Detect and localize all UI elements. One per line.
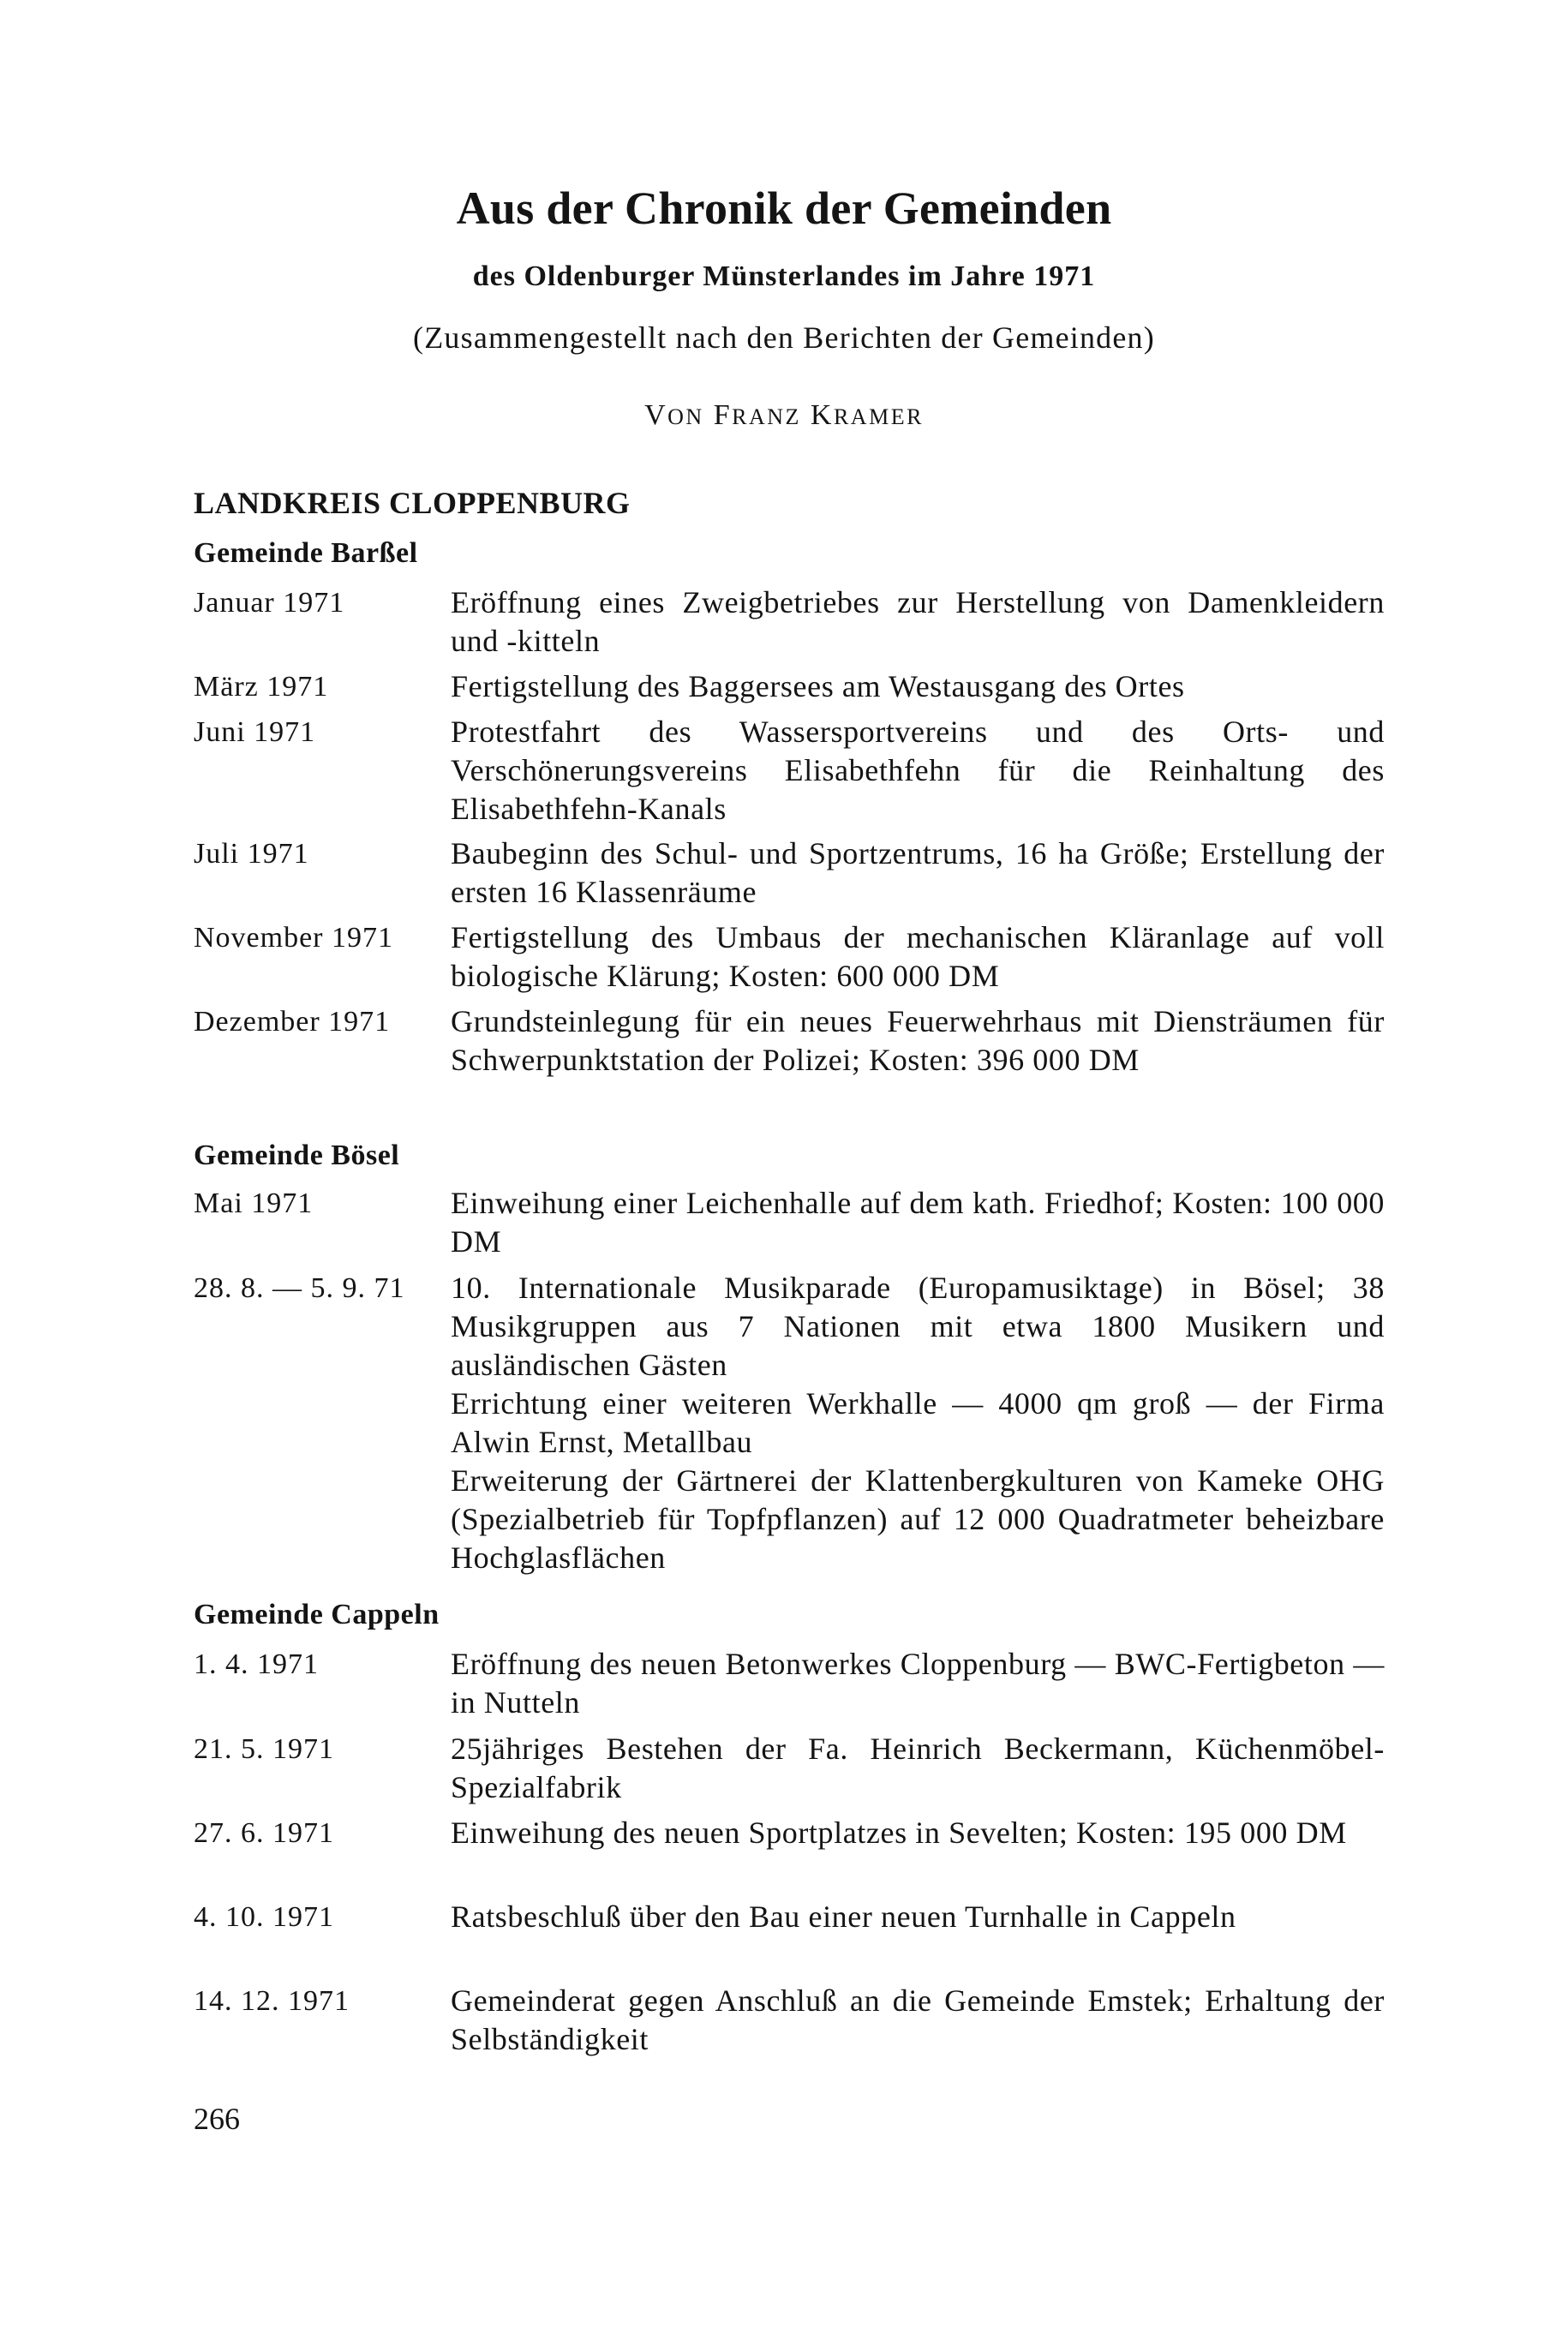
municipality-heading-barssel: Gemeinde Barßel: [194, 537, 418, 569]
entry-date: 1. 4. 1971: [194, 1648, 319, 1680]
entry-text: Grundsteinlegung für ein neues Feuerwehrhaus mit Diensträumen für Schwerpunktstation der Polizei; Kosten: 396 000 DM: [451, 1004, 1385, 1077]
entry-date: Dezember 1971: [194, 1006, 391, 1038]
entry-date: November 1971: [194, 922, 394, 954]
author-line: VON FRANZ KRAMER: [644, 399, 924, 431]
entry-text: Erweiterung der Gärtnerei der Klattenbergkulturen von Kameke OHG (Spezialbetrieb für Topfpflanzen) auf 12 000 Quadratmeter beheizbare Hochglasflächen: [451, 1463, 1385, 1575]
page-number: 266: [194, 2102, 240, 2136]
document-subtitle: des Oldenburger Münsterlandes im Jahre 1971: [472, 260, 1096, 292]
entry-text: Protestfahrt des Wassersportvereins und des Orts- und Verschönerungsvereins Elisabethfehn für die Reinhaltung des Elisabethfehn-Kanals: [451, 715, 1385, 826]
entry-date: 28. 8. — 5. 9. 71: [194, 1272, 405, 1304]
entry-text: Ratsbeschluß über den Bau einer neuen Turnhalle in Cappeln: [451, 1899, 1236, 1934]
municipality-heading-boesel: Gemeinde Bösel: [194, 1140, 400, 1171]
entry-date: 21. 5. 1971: [194, 1733, 334, 1765]
compilation-note: (Zusammengestellt nach den Berichten der Gemeinden): [413, 320, 1155, 355]
entry-date: Juni 1971: [194, 716, 316, 748]
entry-date: 27. 6. 1971: [194, 1817, 334, 1849]
entry-text: Eröffnung eines Zweigbetriebes zur Herstellung von Damenkleidern und -kitteln: [451, 585, 1385, 658]
entry-text: Baubeginn des Schul- und Sportzentrums, 16 ha Größe; Erstellung der ersten 16 Klassenräume: [451, 836, 1385, 909]
entry-date: Januar 1971: [194, 587, 345, 619]
entry-text: 25jähriges Bestehen der Fa. Heinrich Beckermann, Küchenmöbel-Spezialfabrik: [451, 1732, 1385, 1804]
entry-text: Eröffnung des neuen Betonwerkes Cloppenburg — BWC-Fertigbeton — in Nutteln: [451, 1647, 1385, 1720]
document-title: Aus der Chronik der Gemeinden: [456, 182, 1112, 234]
entry-text: Fertigstellung des Umbaus der mechanischen Kläranlage auf voll biologische Klärung; Kosten: 600 000 DM: [451, 920, 1385, 993]
entry-date: 4. 10. 1971: [194, 1901, 334, 1933]
entry-text: Gemeinderat gegen Anschluß an die Gemeinde Emstek; Erhaltung der Selbständigkeit: [451, 1983, 1385, 2056]
district-heading: LANDKREIS CLOPPENBURG: [194, 486, 631, 520]
municipality-heading-cappeln: Gemeinde Cappeln: [194, 1599, 440, 1630]
entry-text: Einweihung einer Leichenhalle auf dem kath. Friedhof; Kosten: 100 000 DM: [451, 1186, 1385, 1259]
entry-date: 14. 12. 1971: [194, 1985, 350, 2017]
entry-text: Einweihung des neuen Sportplatzes in Sevelten; Kosten: 195 000 DM: [451, 1816, 1347, 1850]
entry-date: Mai 1971: [194, 1187, 314, 1219]
entry-text: Errichtung einer weiteren Werkhalle — 4000 qm groß — der Firma Alwin Ernst, Metallbau: [451, 1386, 1385, 1459]
entry-date: Juli 1971: [194, 838, 309, 870]
entry-date: März 1971: [194, 671, 329, 703]
entry-text: Fertigstellung des Baggersees am Westausgang des Ortes: [451, 669, 1185, 703]
entry-text: 10. Internationale Musikparade (Europamusiktage) in Bösel; 38 Musikgruppen aus 7 Nationen mit etwa 1800 Musikern und ausländischen Gästen: [451, 1271, 1385, 1382]
